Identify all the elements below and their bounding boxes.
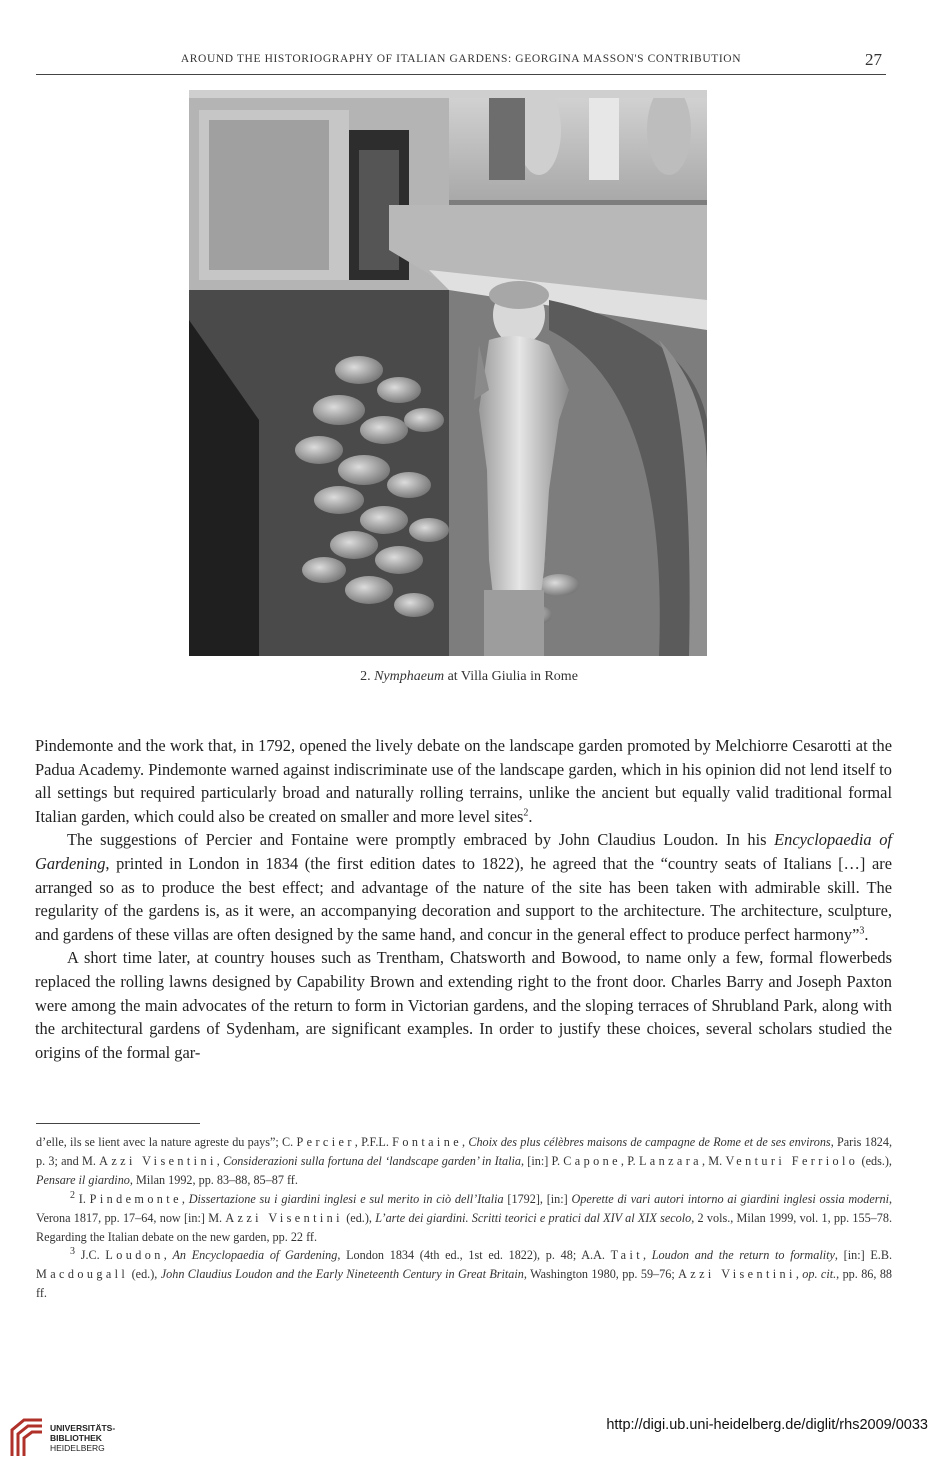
running-title: AROUND THE HISTORIOGRAPHY OF ITALIAN GARDENS: GEORGINA MASSON'S CONTRIBUTION (180, 53, 742, 65)
page-number: 27 (865, 50, 882, 69)
footnote-fragment: Pensare il giardino (36, 1172, 130, 1187)
footnote-ref-2: 2 (523, 807, 529, 819)
paragraph-1-text: Pindemonte and the work that, in 1792, opened the lively debate on the landscape garden promoted by Melchiorre Cesarotti at the Padua Academy. Pindemonte warned against indiscriminate use of the landscape garden, which in his opinion did not lend itself to all settings but required particularly broad and naturally rolling terrains, unlike the ancient but equally valid traditional formal Italian garden, which could also be created on smaller and more level sites (35, 736, 892, 826)
footnote-fragment: , P. (620, 1153, 639, 1168)
footnote-fragment: , London 1834 (4th ed., 1st ed. 1822), p. 48; A.A. (337, 1248, 611, 1263)
footnote-fragment: , pp. 86, 88 ff. (36, 1267, 893, 1301)
footnote-fragment: [1792], [in:] (503, 1191, 572, 1206)
footnote-fragment: Dissertazione su i giardini inglesi e sul merito in ciò dell’Italia (188, 1191, 504, 1206)
footnote-fragment: Lanzara (638, 1153, 702, 1168)
running-header (36, 50, 886, 75)
footnote-fragment: d’elle, ils se lient avec la nature agreste du pays”; C. (36, 1135, 297, 1149)
footnote-fragment: Percier (296, 1135, 355, 1149)
caption-number: 2. (360, 669, 371, 684)
logo-text-line: BIBLIOTHEK (50, 1433, 102, 1443)
footnote-fragment: , P.F.L. (354, 1135, 393, 1149)
footnote-fragment: , (163, 1248, 173, 1263)
footnote-fragment: , 2 vols., Milan 1999, vol. 1, pp. 155–78. Regarding the Italian debate on the new garden, pp. 22 ff. (36, 1210, 892, 1244)
body-text (35, 734, 892, 1064)
footnote-fragment: (ed.), (342, 1210, 376, 1225)
footnote-fragment: 3 (70, 1246, 75, 1258)
footnote-fragment: Azzi Visentini (99, 1153, 217, 1168)
footnote-fragment: , (181, 1191, 189, 1206)
footnote-fragment: , Milan 1992, pp. 83–88, 85–87 ff. (129, 1172, 298, 1187)
footnote-fragment: , (795, 1267, 803, 1282)
footnote-fragment: L’arte dei giardini. Scritti teorici e pratici dal XIV al XIX secolo (375, 1210, 692, 1225)
footnotes (36, 1133, 892, 1303)
footnote-fragment: , (462, 1135, 469, 1149)
footnote-ref-3: 3 (859, 925, 865, 937)
figure-caption (0, 669, 938, 685)
paragraph-1-end: . (528, 806, 533, 826)
footnote-fragment: (ed.), (128, 1267, 161, 1282)
footnote-fragment: , [in:] P. (520, 1153, 564, 1168)
paragraph-2-quote: , printed in London in 1834 (the first edition dates to 1822), he agreed that the “country seats of Italians […] are arranged so as to produce the best effect; and advantage of the nature of the site has been taken with admirable skill. The regularity of the gardens is, as it were, an accompanying decoration and support to the architecture. The architecture, sculpture, and gardens of these villas are often designed by the same hand, and concur in the general effect to produce perfect harmony” (35, 853, 892, 944)
paragraph-3-text: A short time later, at country houses such as Trentham, Chatsworth and Bowood, to name only a few, formal flowerbeds replaced the rolling lawns designed by Capability Brown and extending right to the front door. Charles Barry and Joseph Paxton were among the main advocates of the return to form in Victorian gardens, and the sloping terraces of Shrubland Park, along with the architectural gardens of Sydenham, are significant examples. In order to justify these choices, several scholars studied the origins of the formal gar- (35, 948, 892, 1062)
footnote-2 (36, 1190, 892, 1247)
footnote-fragment: , Paris 1824, p. 3; and M. (36, 1135, 893, 1168)
footnote-fragment: , Verona 1817, pp. 17–64, now [in:] M. (36, 1191, 893, 1225)
footnote-fragment: I. (75, 1191, 90, 1206)
caption-text: at Villa Giulia in Rome (447, 669, 578, 684)
footnote-fragment: , (216, 1153, 224, 1168)
paragraph-2 (35, 828, 892, 946)
paragraph-2-end: . (864, 924, 869, 944)
paragraph-2-title: Encyclopaedia of Gardening (35, 830, 892, 873)
paragraph-3 (35, 946, 892, 1064)
nymphaeum-photograph (189, 90, 707, 656)
footnote-fragment: Azzi Visentini (225, 1210, 343, 1225)
caption-italic-term: Nymphaeum (374, 669, 445, 684)
paragraph-2-text: The suggestions of Percier and Fontaine were promptly embraced by John Claudius Loudon. In his (67, 830, 775, 850)
footnote-fragment: , Washington 1980, pp. 59–76; (523, 1267, 679, 1282)
logo-text-line: HEIDELBERG (50, 1443, 105, 1453)
footnote-fragment: Azzi Visentini (678, 1267, 796, 1282)
footnote-fragment: Fontaine (392, 1135, 463, 1149)
library-logo-icon (6, 1416, 48, 1460)
footnote-fragment: op. cit. (802, 1267, 837, 1282)
footnote-fragment: 2 (70, 1189, 75, 1201)
footnote-fragment: , (643, 1248, 652, 1263)
footnote-fragment: Tait (610, 1248, 644, 1263)
paragraph-1 (35, 734, 892, 828)
footnote-fragment: Capone (563, 1153, 621, 1168)
footnote-fragment: , M. (702, 1153, 726, 1168)
footnote-fragment: John Claudius Loudon and the Early Nineteenth Century in Great Britain (160, 1267, 524, 1282)
footnote-fragment: Considerazioni sulla fortuna del ‘landscape garden’ in Italia (223, 1153, 521, 1168)
footnote-continued (36, 1133, 892, 1190)
footnote-fragment: Pindemonte (89, 1191, 182, 1206)
footnote-3 (36, 1246, 892, 1303)
footnote-fragment: Choix des plus célèbres maisons de campagne de Rome et de ses environs (468, 1135, 831, 1149)
footnote-fragment: J.C. (75, 1248, 106, 1263)
library-logo (6, 1416, 126, 1460)
library-logo-text (50, 1423, 115, 1453)
logo-text-line: UNIVERSITÄTS- (50, 1423, 116, 1433)
footnote-rule (36, 1123, 200, 1124)
footnote-fragment: , [in:] E.B. (834, 1248, 893, 1263)
footnote-fragment: Operette di vari autori intorno ai giardini inglesi ossia moderni (571, 1191, 889, 1206)
footnote-fragment: Loudon (105, 1248, 164, 1263)
photograph-illustration (189, 90, 707, 656)
footnote-fragment: An Encyclopaedia of Gardening (172, 1248, 338, 1263)
footnote-fragment: Macdougall (36, 1267, 129, 1282)
footnote-fragment: Venturi Ferriolo (725, 1153, 859, 1168)
footnote-fragment: (eds.), (858, 1153, 892, 1168)
footnote-fragment: Loudon and the return to formality (651, 1248, 835, 1263)
source-url-link[interactable]: http://digi.ub.uni-heidelberg.de/diglit/rhs2009/0033 (606, 1417, 928, 1433)
